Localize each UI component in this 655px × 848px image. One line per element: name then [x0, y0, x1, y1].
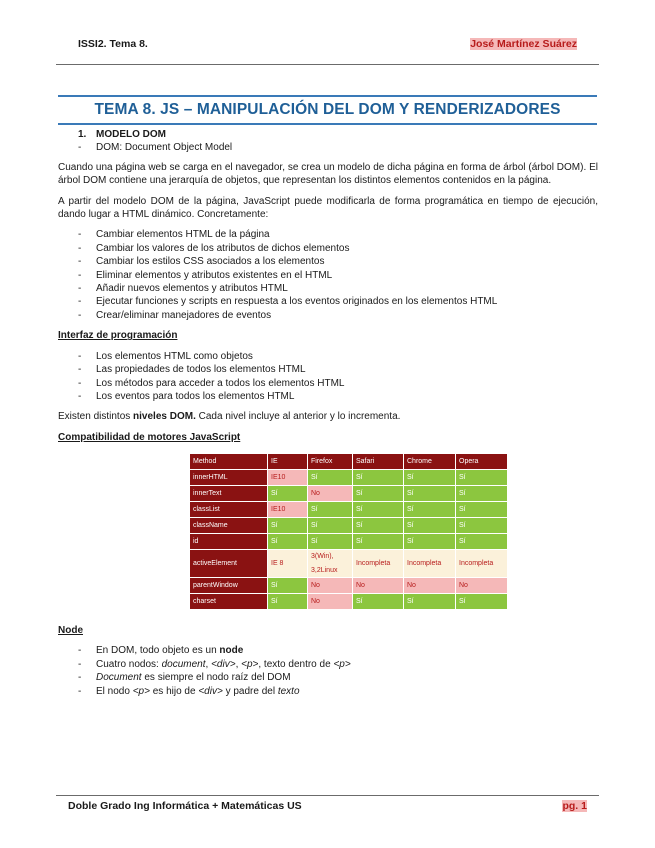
page-title: TEMA 8. JS – MANIPULACIÓN DEL DOM Y RENDERIZADORES: [58, 95, 597, 125]
method-cell: parentWindow: [190, 577, 268, 593]
support-cell: Sí: [404, 470, 456, 486]
table-row: [190, 518, 508, 534]
support-cell: Incompleta: [353, 550, 404, 578]
support-cell: No: [353, 577, 404, 593]
support-cell: Sí: [404, 502, 456, 518]
paragraph-dom-tree: Cuando una página web se carga en el navegador, se crea un modelo de dicha página en forma de árbol (árbol DOM). El árbol DOM contiene una jerarquía de objetos, que representan los distintos elementos contenidos en la página.: [58, 161, 598, 187]
table-row: [190, 470, 508, 486]
header-left: ISSI2. Tema 8.: [78, 38, 148, 50]
compat-heading: Compatibilidad de motores JavaScript: [58, 431, 241, 443]
document-body: [58, 128, 598, 698]
support-cell: IE10: [268, 470, 308, 486]
support-cell: No: [308, 577, 353, 593]
list-item: - Los elementos HTML como objetos: [58, 350, 598, 363]
list-item: - Añadir nuevos elementos y atributos HTML: [58, 282, 598, 295]
support-cell: Sí: [404, 486, 456, 502]
method-cell: charset: [190, 593, 268, 609]
footer-divider: [56, 795, 599, 796]
list-item: - Las propiedades de todos los elementos HTML: [58, 363, 598, 376]
method-cell: classList: [190, 502, 268, 518]
support-cell: Sí: [308, 470, 353, 486]
method-cell: innerText: [190, 486, 268, 502]
support-cell: No: [308, 593, 353, 609]
support-cell: Sí: [353, 486, 404, 502]
support-cell: Sí: [353, 593, 404, 609]
list-item: - DOM: Document Object Model: [58, 141, 598, 154]
table-row: [190, 577, 508, 593]
support-cell: Sí: [456, 486, 508, 502]
support-cell: Sí: [353, 470, 404, 486]
column-header: Firefox: [308, 454, 353, 470]
page-header: [78, 38, 577, 54]
support-cell: Sí: [308, 502, 353, 518]
levels-bold: niveles DOM.: [133, 411, 196, 423]
method-cell: innerHTML: [190, 470, 268, 486]
list-item: - Cambiar elementos HTML de la página: [58, 228, 598, 241]
column-header: Opera: [456, 454, 508, 470]
levels-text: Existen distintos: [58, 411, 134, 423]
support-cell: Sí: [268, 577, 308, 593]
support-cell: IE 8: [268, 550, 308, 578]
support-cell: Sí: [353, 502, 404, 518]
section-sublist: [58, 141, 598, 154]
paragraph-levels: [58, 410, 598, 423]
table-header-row: [190, 454, 508, 470]
levels-text-end: Cada nivel incluye al anterior y lo incrementa.: [195, 411, 401, 423]
support-cell: Sí: [456, 593, 508, 609]
column-header: Chrome: [404, 454, 456, 470]
table-row: [190, 550, 508, 578]
column-header: Method: [190, 454, 268, 470]
node-heading: Node: [58, 624, 83, 636]
table-row: [190, 534, 508, 550]
support-cell: Sí: [404, 534, 456, 550]
list-item: - Crear/eliminar manejadores de eventos: [58, 309, 598, 322]
compat-table: [189, 453, 508, 610]
support-cell: Sí: [268, 593, 308, 609]
support-cell: Sí: [456, 502, 508, 518]
support-cell: IE10: [268, 502, 308, 518]
list-item: - Cambiar los estilos CSS asociados a los elementos: [58, 255, 598, 268]
paragraph-js-dom: A partir del modelo DOM de la página, JavaScript puede modificarla de forma programática en tiempo de ejecución, dando lugar a HTML dinámico. Concretamente:: [58, 195, 598, 221]
support-cell: Incompleta: [404, 550, 456, 578]
table-row: [190, 502, 508, 518]
support-cell: 3(Win), 3,2Linux: [308, 550, 353, 578]
support-cell: Sí: [404, 593, 456, 609]
list-item: - Los métodos para acceder a todos los elementos HTML: [58, 377, 598, 390]
support-cell: Sí: [268, 518, 308, 534]
section-heading: [58, 128, 598, 141]
footer-left: Doble Grado Ing Informática + Matemáticas US: [68, 800, 302, 812]
method-cell: activeElement: [190, 550, 268, 578]
support-cell: Sí: [456, 534, 508, 550]
support-cell: Sí: [456, 518, 508, 534]
section-title: MODELO DOM: [96, 129, 166, 140]
support-cell: Sí: [308, 534, 353, 550]
support-cell: Sí: [268, 486, 308, 502]
support-cell: Incompleta: [456, 550, 508, 578]
list-item: - Document es siempre el nodo raíz del DOM: [58, 671, 598, 684]
support-cell: Sí: [353, 534, 404, 550]
support-cell: Sí: [456, 470, 508, 486]
page-number: pg. 1: [562, 800, 587, 812]
interface-heading: Interfaz de programación: [58, 330, 178, 342]
table-row: [190, 593, 508, 609]
support-cell: Sí: [268, 534, 308, 550]
capabilities-list: [58, 228, 598, 322]
support-cell: No: [456, 577, 508, 593]
list-item: - Eliminar elementos y atributos existentes en el HTML: [58, 269, 598, 282]
table-row: [190, 486, 508, 502]
column-header: IE: [268, 454, 308, 470]
interface-list: [58, 350, 598, 404]
method-cell: id: [190, 534, 268, 550]
list-item: - Los eventos para todos los elementos HTML: [58, 390, 598, 403]
support-cell: Sí: [353, 518, 404, 534]
node-list: [58, 644, 598, 698]
header-right: José Martínez Suárez: [470, 38, 577, 50]
support-cell: No: [308, 486, 353, 502]
section-number: 1.: [78, 129, 87, 140]
list-item: - Cambiar los valores de los atributos de dichos elementos: [58, 242, 598, 255]
support-cell: Sí: [308, 518, 353, 534]
method-cell: className: [190, 518, 268, 534]
list-item: - El nodo <p> es hijo de <div> y padre del texto: [58, 685, 598, 698]
column-header: Safari: [353, 454, 404, 470]
support-cell: Sí: [404, 518, 456, 534]
list-item: - Cuatro nodos: document, <div>, <p>, texto dentro de <p>: [58, 658, 598, 671]
list-item: - En DOM, todo objeto es un node: [58, 644, 598, 657]
header-divider: [56, 64, 599, 65]
support-cell: No: [404, 577, 456, 593]
list-item: - Ejecutar funciones y scripts en respuesta a los eventos originados en los elementos HTML: [58, 295, 598, 308]
